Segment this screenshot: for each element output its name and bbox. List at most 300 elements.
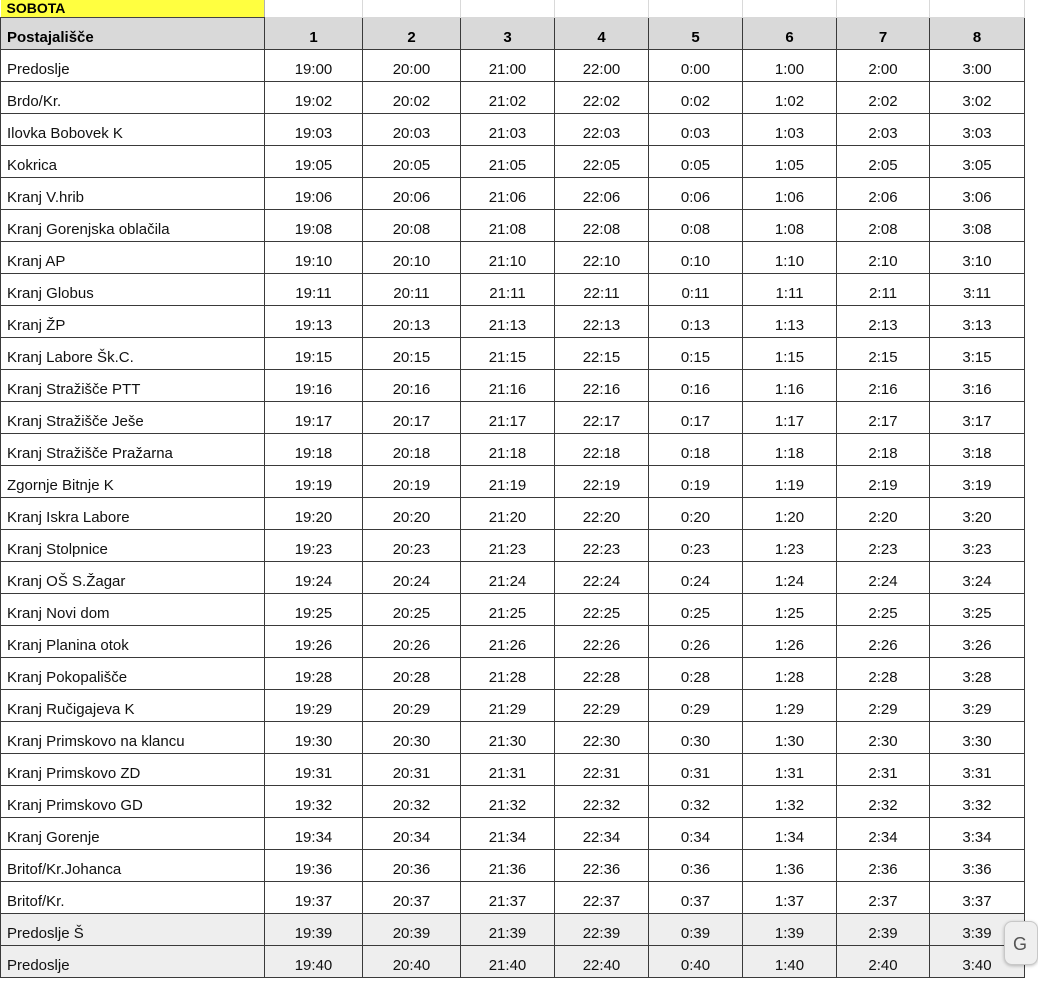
departure-time-cell[interactable]: 1:34: [743, 818, 837, 850]
departure-time-cell[interactable]: 1:02: [743, 82, 837, 114]
station-name-cell[interactable]: Kranj Gorenjska oblačila: [1, 210, 265, 242]
departure-time-cell[interactable]: 3:30: [930, 722, 1025, 754]
departure-time-cell[interactable]: 2:24: [837, 562, 930, 594]
departure-time-cell[interactable]: 22:32: [555, 786, 649, 818]
departure-time-cell[interactable]: 21:00: [461, 50, 555, 82]
departure-time-cell[interactable]: 19:28: [265, 658, 363, 690]
departure-time-cell[interactable]: 20:30: [363, 722, 461, 754]
departure-time-cell[interactable]: 2:08: [837, 210, 930, 242]
departure-time-cell[interactable]: 0:16: [649, 370, 743, 402]
station-name-cell[interactable]: Kranj Stražišče PTT: [1, 370, 265, 402]
departure-time-cell[interactable]: 0:19: [649, 466, 743, 498]
departure-time-cell[interactable]: 0:10: [649, 242, 743, 274]
departure-time-cell[interactable]: 3:24: [930, 562, 1025, 594]
departure-time-cell[interactable]: 21:30: [461, 722, 555, 754]
departure-time-cell[interactable]: 0:03: [649, 114, 743, 146]
departure-time-cell[interactable]: 21:28: [461, 658, 555, 690]
departure-header-cell[interactable]: 2: [363, 18, 461, 50]
departure-time-cell[interactable]: 3:13: [930, 306, 1025, 338]
empty-cell[interactable]: [930, 0, 1025, 18]
departure-time-cell[interactable]: 0:25: [649, 594, 743, 626]
departure-time-cell[interactable]: 1:31: [743, 754, 837, 786]
departure-time-cell[interactable]: 19:32: [265, 786, 363, 818]
departure-time-cell[interactable]: 20:06: [363, 178, 461, 210]
departure-time-cell[interactable]: 21:03: [461, 114, 555, 146]
departure-time-cell[interactable]: 19:15: [265, 338, 363, 370]
departure-time-cell[interactable]: 21:26: [461, 626, 555, 658]
departure-time-cell[interactable]: 1:00: [743, 50, 837, 82]
departure-time-cell[interactable]: 0:23: [649, 530, 743, 562]
departure-time-cell[interactable]: 1:28: [743, 658, 837, 690]
departure-time-cell[interactable]: 3:11: [930, 274, 1025, 306]
departure-time-cell[interactable]: 2:23: [837, 530, 930, 562]
departure-time-cell[interactable]: 22:36: [555, 850, 649, 882]
departure-time-cell[interactable]: 1:25: [743, 594, 837, 626]
departure-time-cell[interactable]: 22:20: [555, 498, 649, 530]
departure-time-cell[interactable]: 2:28: [837, 658, 930, 690]
departure-time-cell[interactable]: 3:17: [930, 402, 1025, 434]
departure-time-cell[interactable]: 1:16: [743, 370, 837, 402]
departure-time-cell[interactable]: 2:31: [837, 754, 930, 786]
departure-time-cell[interactable]: 2:20: [837, 498, 930, 530]
departure-time-cell[interactable]: 20:00: [363, 50, 461, 82]
departure-time-cell[interactable]: 0:17: [649, 402, 743, 434]
departure-time-cell[interactable]: 22:30: [555, 722, 649, 754]
departure-time-cell[interactable]: 20:18: [363, 434, 461, 466]
departure-time-cell[interactable]: 1:37: [743, 882, 837, 914]
departure-time-cell[interactable]: 1:36: [743, 850, 837, 882]
departure-time-cell[interactable]: 3:34: [930, 818, 1025, 850]
departure-time-cell[interactable]: 19:26: [265, 626, 363, 658]
departure-time-cell[interactable]: 2:29: [837, 690, 930, 722]
departure-time-cell[interactable]: 20:10: [363, 242, 461, 274]
departure-time-cell[interactable]: 21:15: [461, 338, 555, 370]
empty-cell[interactable]: [649, 0, 743, 18]
departure-time-cell[interactable]: 2:17: [837, 402, 930, 434]
departure-time-cell[interactable]: 21:37: [461, 882, 555, 914]
side-tab-button[interactable]: G: [1004, 921, 1038, 965]
departure-time-cell[interactable]: 19:02: [265, 82, 363, 114]
departure-time-cell[interactable]: 1:26: [743, 626, 837, 658]
departure-time-cell[interactable]: 3:28: [930, 658, 1025, 690]
departure-time-cell[interactable]: 0:20: [649, 498, 743, 530]
departure-header-cell[interactable]: 3: [461, 18, 555, 50]
departure-time-cell[interactable]: 3:02: [930, 82, 1025, 114]
departure-time-cell[interactable]: 21:39: [461, 914, 555, 946]
departure-time-cell[interactable]: 0:29: [649, 690, 743, 722]
departure-time-cell[interactable]: 3:26: [930, 626, 1025, 658]
departure-time-cell[interactable]: 3:16: [930, 370, 1025, 402]
departure-header-cell[interactable]: 4: [555, 18, 649, 50]
departure-time-cell[interactable]: 3:25: [930, 594, 1025, 626]
departure-time-cell[interactable]: 20:15: [363, 338, 461, 370]
departure-time-cell[interactable]: 0:15: [649, 338, 743, 370]
departure-time-cell[interactable]: 0:18: [649, 434, 743, 466]
departure-time-cell[interactable]: 3:20: [930, 498, 1025, 530]
station-name-cell[interactable]: Kranj V.hrib: [1, 178, 265, 210]
departure-time-cell[interactable]: 22:00: [555, 50, 649, 82]
station-name-cell[interactable]: Kranj OŠ S.Žagar: [1, 562, 265, 594]
departure-time-cell[interactable]: 1:13: [743, 306, 837, 338]
empty-cell[interactable]: [555, 0, 649, 18]
departure-time-cell[interactable]: 3:23: [930, 530, 1025, 562]
departure-time-cell[interactable]: 3:39: [930, 914, 1025, 946]
departure-time-cell[interactable]: 1:23: [743, 530, 837, 562]
departure-time-cell[interactable]: 0:32: [649, 786, 743, 818]
departure-time-cell[interactable]: 1:08: [743, 210, 837, 242]
departure-time-cell[interactable]: 22:40: [555, 946, 649, 978]
table-row: [1, 562, 1025, 594]
departure-time-cell[interactable]: 2:00: [837, 50, 930, 82]
departure-time-cell[interactable]: 22:39: [555, 914, 649, 946]
departure-time-cell[interactable]: 20:28: [363, 658, 461, 690]
departure-time-cell[interactable]: 22:28: [555, 658, 649, 690]
table-row: [1, 850, 1025, 882]
departure-time-cell[interactable]: 2:11: [837, 274, 930, 306]
table-row: [1, 402, 1025, 434]
departure-time-cell[interactable]: 19:36: [265, 850, 363, 882]
departure-time-cell[interactable]: 2:18: [837, 434, 930, 466]
station-name-cell[interactable]: Kranj Ručigajeva K: [1, 690, 265, 722]
departure-time-cell[interactable]: 0:26: [649, 626, 743, 658]
departure-time-cell[interactable]: 21:20: [461, 498, 555, 530]
departure-time-cell[interactable]: 2:19: [837, 466, 930, 498]
departure-time-cell[interactable]: 0:36: [649, 850, 743, 882]
station-name-cell[interactable]: Kranj Iskra Labore: [1, 498, 265, 530]
departure-time-cell[interactable]: 1:20: [743, 498, 837, 530]
departure-time-cell[interactable]: 22:10: [555, 242, 649, 274]
departure-time-cell[interactable]: 3:15: [930, 338, 1025, 370]
departure-time-cell[interactable]: 22:37: [555, 882, 649, 914]
departure-time-cell[interactable]: 22:23: [555, 530, 649, 562]
departure-time-cell[interactable]: 2:02: [837, 82, 930, 114]
title-row: [1, 0, 1025, 18]
departure-time-cell[interactable]: 20:20: [363, 498, 461, 530]
station-name-cell[interactable]: Kranj Gorenje: [1, 818, 265, 850]
departure-time-cell[interactable]: 0:13: [649, 306, 743, 338]
departure-time-cell[interactable]: 21:13: [461, 306, 555, 338]
station-name-cell[interactable]: Kranj ŽP: [1, 306, 265, 338]
departure-time-cell[interactable]: 21:16: [461, 370, 555, 402]
departure-time-cell[interactable]: 21:19: [461, 466, 555, 498]
departure-time-cell[interactable]: 20:24: [363, 562, 461, 594]
station-name-cell[interactable]: Kranj Planina otok: [1, 626, 265, 658]
station-name-cell[interactable]: Kranj Primskovo GD: [1, 786, 265, 818]
departure-time-cell[interactable]: 19:13: [265, 306, 363, 338]
station-name-cell[interactable]: Brdo/Kr.: [1, 82, 265, 114]
departure-time-cell[interactable]: 20:32: [363, 786, 461, 818]
departure-time-cell[interactable]: 22:34: [555, 818, 649, 850]
departure-time-cell[interactable]: 1:06: [743, 178, 837, 210]
departure-time-cell[interactable]: 1:29: [743, 690, 837, 722]
departure-time-cell[interactable]: 20:05: [363, 146, 461, 178]
departure-time-cell[interactable]: 2:39: [837, 914, 930, 946]
departure-time-cell[interactable]: 1:17: [743, 402, 837, 434]
departure-time-cell[interactable]: 2:37: [837, 882, 930, 914]
departure-time-cell[interactable]: 22:26: [555, 626, 649, 658]
departure-time-cell[interactable]: 3:00: [930, 50, 1025, 82]
table-row: [1, 434, 1025, 466]
departure-time-cell[interactable]: 19:06: [265, 178, 363, 210]
departure-header-cell[interactable]: 1: [265, 18, 363, 50]
departure-time-cell[interactable]: 20:11: [363, 274, 461, 306]
departure-time-cell[interactable]: 0:02: [649, 82, 743, 114]
station-name-cell[interactable]: Kranj Novi dom: [1, 594, 265, 626]
departure-time-cell[interactable]: 2:40: [837, 946, 930, 978]
departure-time-cell[interactable]: 21:02: [461, 82, 555, 114]
departure-time-cell[interactable]: 20:03: [363, 114, 461, 146]
station-name-cell[interactable]: Kranj Primskovo ZD: [1, 754, 265, 786]
departure-time-cell[interactable]: 0:31: [649, 754, 743, 786]
departure-time-cell[interactable]: 22:02: [555, 82, 649, 114]
departure-header-cell[interactable]: 5: [649, 18, 743, 50]
departure-time-cell[interactable]: 3:32: [930, 786, 1025, 818]
departure-time-cell[interactable]: 0:11: [649, 274, 743, 306]
departure-time-cell[interactable]: 3:37: [930, 882, 1025, 914]
departure-time-cell[interactable]: 0:00: [649, 50, 743, 82]
departure-time-cell[interactable]: 2:32: [837, 786, 930, 818]
station-name-cell[interactable]: Predoslje: [1, 50, 265, 82]
departure-time-cell[interactable]: 1:32: [743, 786, 837, 818]
departure-time-cell[interactable]: 0:06: [649, 178, 743, 210]
departure-time-cell[interactable]: 3:05: [930, 146, 1025, 178]
departure-time-cell[interactable]: 19:20: [265, 498, 363, 530]
departure-time-cell[interactable]: 1:18: [743, 434, 837, 466]
departure-time-cell[interactable]: 21:32: [461, 786, 555, 818]
table-row: [1, 146, 1025, 178]
departure-time-cell[interactable]: 21:18: [461, 434, 555, 466]
departure-time-cell[interactable]: 21:06: [461, 178, 555, 210]
table-row: [1, 466, 1025, 498]
departure-time-cell[interactable]: 19:24: [265, 562, 363, 594]
day-label-cell[interactable]: SOBOTA: [1, 0, 265, 18]
departure-header-cell[interactable]: 8: [930, 18, 1025, 50]
departure-time-cell[interactable]: 20:36: [363, 850, 461, 882]
table-row: [1, 658, 1025, 690]
empty-cell[interactable]: [265, 0, 363, 18]
departure-time-cell[interactable]: 3:08: [930, 210, 1025, 242]
departure-time-cell[interactable]: 19:16: [265, 370, 363, 402]
departure-time-cell[interactable]: 3:31: [930, 754, 1025, 786]
departure-time-cell[interactable]: 0:08: [649, 210, 743, 242]
departure-time-cell[interactable]: 20:34: [363, 818, 461, 850]
departure-time-cell[interactable]: 0:05: [649, 146, 743, 178]
departure-time-cell[interactable]: 21:40: [461, 946, 555, 978]
departure-time-cell[interactable]: 21:23: [461, 530, 555, 562]
station-header-cell[interactable]: Postajališče: [1, 18, 265, 50]
table-row: [1, 882, 1025, 914]
departure-time-cell[interactable]: 20:26: [363, 626, 461, 658]
empty-cell[interactable]: [461, 0, 555, 18]
empty-cell[interactable]: [363, 0, 461, 18]
departure-time-cell[interactable]: 2:34: [837, 818, 930, 850]
departure-time-cell[interactable]: 3:06: [930, 178, 1025, 210]
departure-time-cell[interactable]: 20:02: [363, 82, 461, 114]
departure-time-cell[interactable]: 22:24: [555, 562, 649, 594]
departure-time-cell[interactable]: 2:26: [837, 626, 930, 658]
departure-time-cell[interactable]: 21:34: [461, 818, 555, 850]
departure-time-cell[interactable]: 19:37: [265, 882, 363, 914]
station-name-cell[interactable]: Kranj Globus: [1, 274, 265, 306]
departure-time-cell[interactable]: 21:11: [461, 274, 555, 306]
departure-time-cell[interactable]: 21:10: [461, 242, 555, 274]
departure-time-cell[interactable]: 1:15: [743, 338, 837, 370]
departure-header-cell[interactable]: 7: [837, 18, 930, 50]
departure-time-cell[interactable]: 22:06: [555, 178, 649, 210]
departure-time-cell[interactable]: 2:25: [837, 594, 930, 626]
departure-time-cell[interactable]: 22:15: [555, 338, 649, 370]
departure-time-cell[interactable]: 2:15: [837, 338, 930, 370]
departure-time-cell[interactable]: 20:23: [363, 530, 461, 562]
departure-time-cell[interactable]: 1:03: [743, 114, 837, 146]
departure-time-cell[interactable]: 1:10: [743, 242, 837, 274]
departure-time-cell[interactable]: 20:08: [363, 210, 461, 242]
departure-time-cell[interactable]: 2:16: [837, 370, 930, 402]
departure-time-cell[interactable]: 22:11: [555, 274, 649, 306]
departure-time-cell[interactable]: 1:40: [743, 946, 837, 978]
station-name-cell[interactable]: Kokrica: [1, 146, 265, 178]
station-name-cell[interactable]: Ilovka Bobovek K: [1, 114, 265, 146]
departure-time-cell[interactable]: 21:29: [461, 690, 555, 722]
departure-time-cell[interactable]: 22:18: [555, 434, 649, 466]
departure-time-cell[interactable]: 0:30: [649, 722, 743, 754]
table-row: [1, 786, 1025, 818]
station-name-cell[interactable]: Kranj Primskovo na klancu: [1, 722, 265, 754]
departure-time-cell[interactable]: 19:17: [265, 402, 363, 434]
station-name-cell[interactable]: Kranj Labore Šk.C.: [1, 338, 265, 370]
table-row: [1, 818, 1025, 850]
station-name-cell[interactable]: Kranj Stražišče Pražarna: [1, 434, 265, 466]
departure-time-cell[interactable]: 3:40: [930, 946, 1025, 978]
departure-time-cell[interactable]: 22:25: [555, 594, 649, 626]
departure-time-cell[interactable]: 2:30: [837, 722, 930, 754]
departure-time-cell[interactable]: 0:28: [649, 658, 743, 690]
departure-time-cell[interactable]: 22:08: [555, 210, 649, 242]
table-row: [1, 690, 1025, 722]
departure-time-cell[interactable]: 19:30: [265, 722, 363, 754]
departure-header-cell[interactable]: 6: [743, 18, 837, 50]
departure-time-cell[interactable]: 20:19: [363, 466, 461, 498]
departure-time-cell[interactable]: 19:10: [265, 242, 363, 274]
departure-time-cell[interactable]: 20:16: [363, 370, 461, 402]
departure-time-cell[interactable]: 22:16: [555, 370, 649, 402]
station-name-cell[interactable]: Zgornje Bitnje K: [1, 466, 265, 498]
departure-time-cell[interactable]: 3:19: [930, 466, 1025, 498]
departure-time-cell[interactable]: 0:40: [649, 946, 743, 978]
departure-time-cell[interactable]: 20:29: [363, 690, 461, 722]
station-name-cell[interactable]: Britof/Kr.Johanca: [1, 850, 265, 882]
empty-cell[interactable]: [743, 0, 837, 18]
departure-time-cell[interactable]: 19:00: [265, 50, 363, 82]
departure-time-cell[interactable]: 3:18: [930, 434, 1025, 466]
departure-time-cell[interactable]: 21:36: [461, 850, 555, 882]
departure-time-cell[interactable]: 2:03: [837, 114, 930, 146]
departure-time-cell[interactable]: 3:36: [930, 850, 1025, 882]
departure-time-cell[interactable]: 0:34: [649, 818, 743, 850]
departure-time-cell[interactable]: 2:36: [837, 850, 930, 882]
departure-time-cell[interactable]: 19:29: [265, 690, 363, 722]
departure-time-cell[interactable]: 21:25: [461, 594, 555, 626]
table-row: [1, 242, 1025, 274]
station-name-cell[interactable]: Predoslje Š: [1, 914, 265, 946]
departure-time-cell[interactable]: 19:39: [265, 914, 363, 946]
departure-time-cell[interactable]: 19:08: [265, 210, 363, 242]
station-name-cell[interactable]: Kranj Pokopališče: [1, 658, 265, 690]
departure-time-cell[interactable]: 22:29: [555, 690, 649, 722]
table-row: [1, 946, 1025, 978]
departure-time-cell[interactable]: 1:30: [743, 722, 837, 754]
station-name-cell[interactable]: Britof/Kr.: [1, 882, 265, 914]
station-name-cell[interactable]: Kranj AP: [1, 242, 265, 274]
departure-time-cell[interactable]: 22:31: [555, 754, 649, 786]
departure-time-cell[interactable]: 19:40: [265, 946, 363, 978]
departure-time-cell[interactable]: 22:13: [555, 306, 649, 338]
departure-time-cell[interactable]: 19:19: [265, 466, 363, 498]
departure-time-cell[interactable]: 22:19: [555, 466, 649, 498]
table-row: [1, 178, 1025, 210]
departure-time-cell[interactable]: 19:03: [265, 114, 363, 146]
departure-time-cell[interactable]: 21:08: [461, 210, 555, 242]
empty-cell[interactable]: [837, 0, 930, 18]
departure-time-cell[interactable]: 20:39: [363, 914, 461, 946]
departure-time-cell[interactable]: 1:19: [743, 466, 837, 498]
departure-time-cell[interactable]: 20:31: [363, 754, 461, 786]
table-row: [1, 306, 1025, 338]
departure-time-cell[interactable]: 20:40: [363, 946, 461, 978]
departure-time-cell[interactable]: 20:25: [363, 594, 461, 626]
departure-time-cell[interactable]: 0:24: [649, 562, 743, 594]
timetable-body: [1, 0, 1025, 978]
departure-time-cell[interactable]: 21:24: [461, 562, 555, 594]
departure-time-cell[interactable]: 19:25: [265, 594, 363, 626]
departure-time-cell[interactable]: 2:13: [837, 306, 930, 338]
departure-time-cell[interactable]: 20:37: [363, 882, 461, 914]
departure-time-cell[interactable]: 2:05: [837, 146, 930, 178]
header-row: [1, 18, 1025, 50]
station-name-cell[interactable]: Predoslje: [1, 946, 265, 978]
departure-time-cell[interactable]: 22:17: [555, 402, 649, 434]
departure-time-cell[interactable]: 3:03: [930, 114, 1025, 146]
departure-time-cell[interactable]: 19:31: [265, 754, 363, 786]
departure-time-cell[interactable]: 2:10: [837, 242, 930, 274]
departure-time-cell[interactable]: 1:11: [743, 274, 837, 306]
departure-time-cell[interactable]: 22:03: [555, 114, 649, 146]
departure-time-cell[interactable]: 0:39: [649, 914, 743, 946]
departure-time-cell[interactable]: 21:05: [461, 146, 555, 178]
station-name-cell[interactable]: Kranj Stolpnice: [1, 530, 265, 562]
departure-time-cell[interactable]: 19:18: [265, 434, 363, 466]
table-row: [1, 722, 1025, 754]
departure-time-cell[interactable]: 1:39: [743, 914, 837, 946]
departure-time-cell[interactable]: 20:13: [363, 306, 461, 338]
departure-time-cell[interactable]: 3:10: [930, 242, 1025, 274]
departure-time-cell[interactable]: 0:37: [649, 882, 743, 914]
departure-time-cell[interactable]: 21:17: [461, 402, 555, 434]
departure-time-cell[interactable]: 22:05: [555, 146, 649, 178]
departure-time-cell[interactable]: 1:05: [743, 146, 837, 178]
station-name-cell[interactable]: Kranj Stražišče Ješe: [1, 402, 265, 434]
departure-time-cell[interactable]: 2:06: [837, 178, 930, 210]
departure-time-cell[interactable]: 1:24: [743, 562, 837, 594]
departure-time-cell[interactable]: 19:34: [265, 818, 363, 850]
departure-time-cell[interactable]: 20:17: [363, 402, 461, 434]
departure-time-cell[interactable]: 21:31: [461, 754, 555, 786]
departure-time-cell[interactable]: 3:29: [930, 690, 1025, 722]
departure-time-cell[interactable]: 19:11: [265, 274, 363, 306]
departure-time-cell[interactable]: 19:05: [265, 146, 363, 178]
table-row: [1, 626, 1025, 658]
departure-time-cell[interactable]: 19:23: [265, 530, 363, 562]
